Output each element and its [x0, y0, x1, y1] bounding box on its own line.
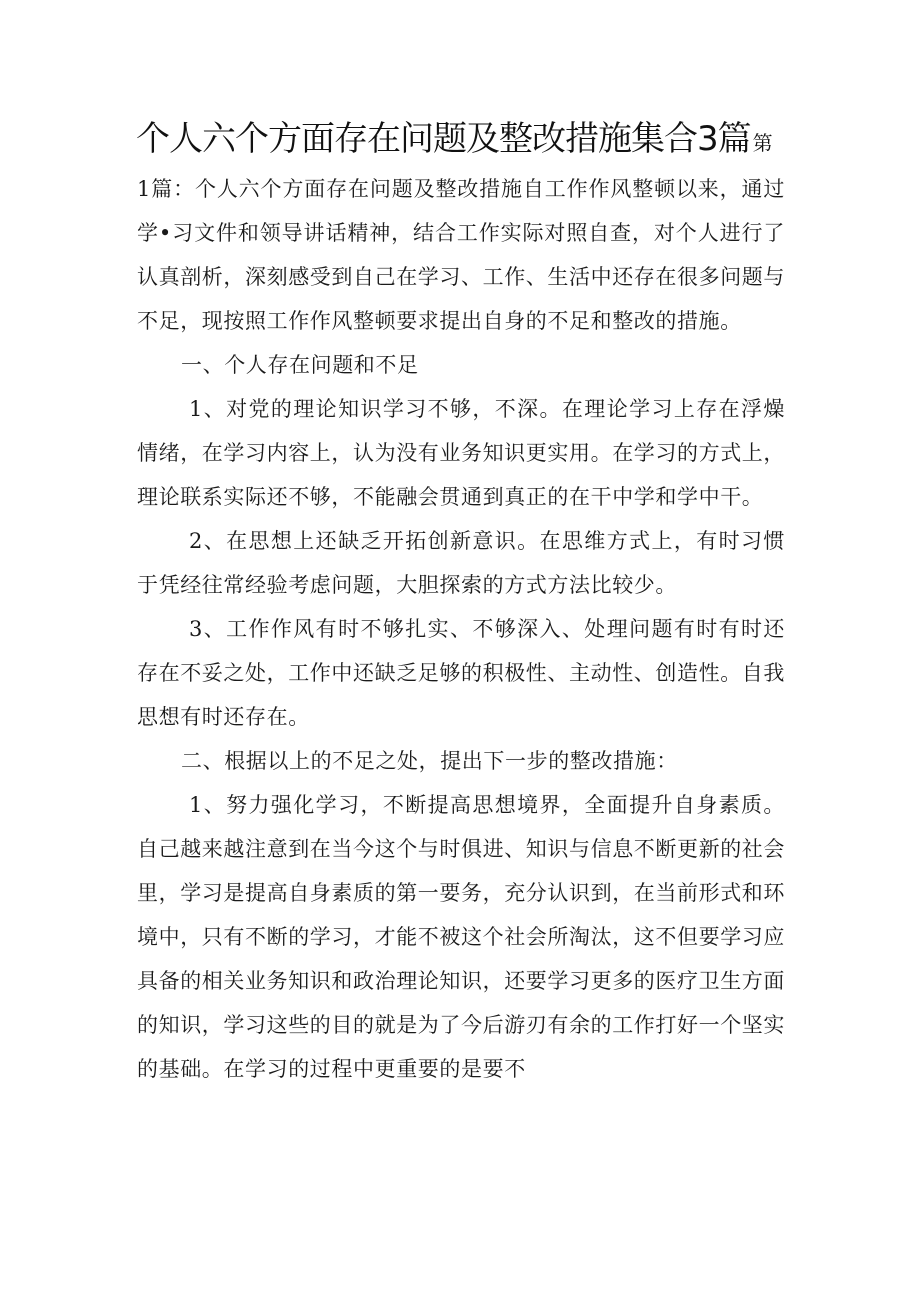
- title-line: [136, 113, 836, 171]
- document-title: 个人六个方面存在问题及整改措施集合3篇: [136, 119, 751, 159]
- heading-problems: 一、个人存在问题和不足: [181, 353, 419, 377]
- paragraph-problem-2: 2、在思想上还缺乏开拓创新意识。在思维方式上，有时习惯于凭经往常经验考虑问题，大胆探索的方式方法比较少。: [137, 529, 785, 597]
- heading-measures: 二、根据以上的不足之处，提出下一步的整改措施：: [181, 749, 678, 773]
- paragraph-problem-1: 1、对党的理论知识学习不够，不深。在理论学习上存在浮燥情绪，在学习内容上，认为没有业务知识更实用。在学习的方式上，理论联系实际还不够，不能融会贯通到真正的在干中学和学中干。: [137, 397, 785, 509]
- document-body: [137, 167, 785, 1091]
- paragraph-problem-3: 3、工作作风有时不够扎实、不够深入、处理问题有时有时还存在不妥之处，工作中还缺乏足够的积极性、主动性、创造性。自我思想有时还存在。: [137, 617, 785, 729]
- paragraph-intro: 1篇：个人六个方面存在问题及整改措施自工作作风整顿以来，通过学•习文件和领导讲话精神，结合工作实际对照自查，对个人进行了认真剖析，深刻感受到自己在学习、工作、生活中还存在很多问题与不足，现按照工作作风整顿要求提出自身的不足和整改的措施。: [137, 177, 785, 333]
- paragraph-measure-1: 1、努力强化学习，不断提高思想境界，全面提升自身素质。自己越来越注意到在当今这个与时俱进、知识与信息不断更新的社会里，学习是提高自身素质的第一要务，充分认识到，在当前形式和环境中，只有不断的学习，才能不被这个社会所淘汰，这不但要学习应具备的相关业务知识和政治理论知识，还要学习更多的医疗卫生方面的知识，学习这些的目的就是为了今后游刃有余的工作打好一个坚实的基础。在学习的过程中更重要的是要不: [137, 793, 785, 1081]
- title-tail: 第: [752, 131, 773, 155]
